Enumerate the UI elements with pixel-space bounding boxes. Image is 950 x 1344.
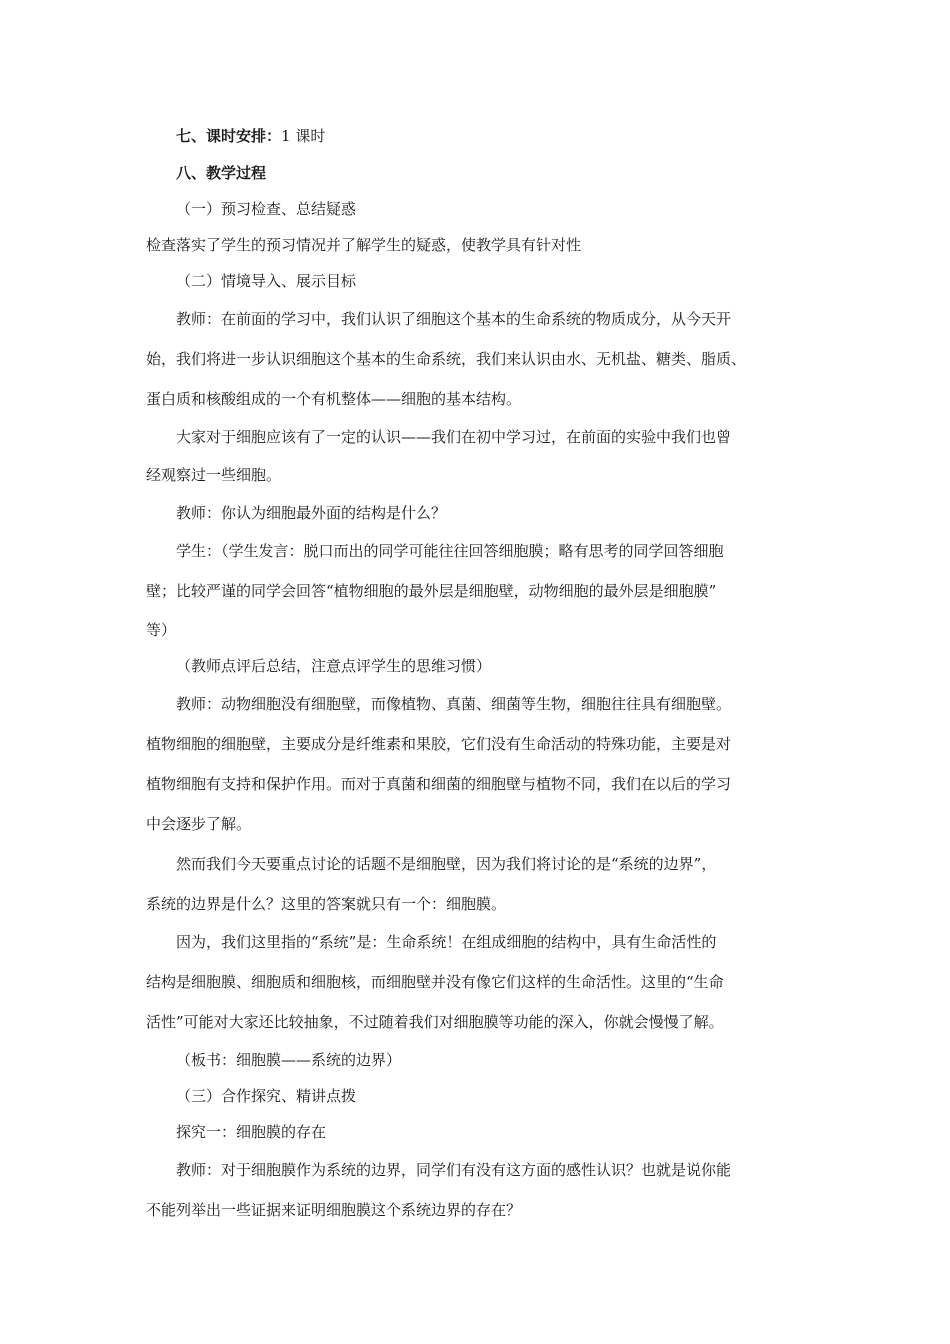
paragraph-line: 结构是细胞膜、细胞质和细胞核，而细胞壁并没有像它们这样的生命活性。这里的“生命 — [146, 973, 724, 991]
section-7-heading: 七、课时安排： — [176, 127, 282, 145]
subsection-heading: （二）情境导入、展示目标 — [176, 272, 357, 290]
section-7-line — [176, 126, 325, 146]
paragraph-line: 活性”可能对大家还比较抽象，不过随着我们对细胞膜等功能的深入，你就会慢慢了解。 — [146, 1013, 724, 1031]
subsection-heading: （一）预习检查、总结疑惑 — [176, 200, 357, 218]
paragraph-line: 教师：你认为细胞最外面的结构是什么？ — [176, 504, 447, 522]
subsection-heading: （三）合作探究、精讲点拨 — [176, 1087, 357, 1105]
paragraph-line: 教师：动物细胞没有细胞壁，而像植物、真菌、细菌等生物，细胞往往具有细胞壁。 — [176, 695, 732, 713]
paragraph-line: 始，我们将进一步认识细胞这个基本的生命系统，我们来认识由水、无机盐、糖类、脂质、 — [146, 350, 747, 368]
paragraph-line: 系统的边界是什么？这里的答案就只有一个：细胞膜。 — [146, 895, 507, 913]
paragraph-line: 等） — [146, 621, 177, 639]
paragraph-line: 教师：对于细胞膜作为系统的边界，同学们有没有这方面的感性认识？也就是说你能 — [176, 1161, 732, 1179]
paragraph-line: 学生：（学生发言：脱口而出的同学可能往往回答细胞膜；略有思考的同学回答细胞 — [176, 542, 724, 560]
paragraph-line: 不能列举出一些证据来证明细胞膜这个系统边界的存在？ — [146, 1201, 522, 1219]
section-7-value: 1 课时 — [281, 127, 326, 145]
paragraph-line: 然而我们今天要重点讨论的话题不是细胞壁，因为我们将讨论的是“系统的边界”， — [176, 855, 717, 873]
section-8-heading: 八、教学过程 — [176, 164, 267, 182]
paragraph-line: 探究一：细胞膜的存在 — [176, 1123, 327, 1141]
paragraph-line: 壁；比较严谨的同学会回答“植物细胞的最外层是细胞壁，动物细胞的最外层是细胞膜” — [146, 582, 717, 600]
paragraph-line: （板书：细胞膜——系统的边界） — [176, 1051, 402, 1069]
paragraph-line: 因为，我们这里指的“系统”是：生命系统！在组成细胞的结构中，具有生命活性的 — [176, 933, 717, 951]
paragraph-line: 植物细胞的细胞壁，主要成分是纤维素和果胶，它们没有生命活动的特殊功能，主要是对 — [146, 735, 732, 753]
paragraph-line: 植物细胞有支持和保护作用。而对于真菌和细菌的细胞壁与植物不同，我们在以后的学习 — [146, 775, 732, 793]
paragraph-line: （教师点评后总结，注意点评学生的思维习惯） — [176, 657, 492, 675]
paragraph-line: 教师：在前面的学习中，我们认识了细胞这个基本的生命系统的物质成分，从今天开 — [176, 310, 732, 328]
paragraph-line: 蛋白质和核酸组成的一个有机整体——细胞的基本结构。 — [146, 390, 522, 408]
paragraph-line: 检查落实了学生的预习情况并了解学生的疑惑，使教学具有针对性 — [146, 236, 582, 254]
paragraph-line: 经观察过一些细胞。 — [146, 466, 282, 484]
paragraph-line: 中会逐步了解。 — [146, 815, 252, 833]
paragraph-line: 大家对于细胞应该有了一定的认识——我们在初中学习过，在前面的实验中我们也曾 — [176, 428, 732, 446]
